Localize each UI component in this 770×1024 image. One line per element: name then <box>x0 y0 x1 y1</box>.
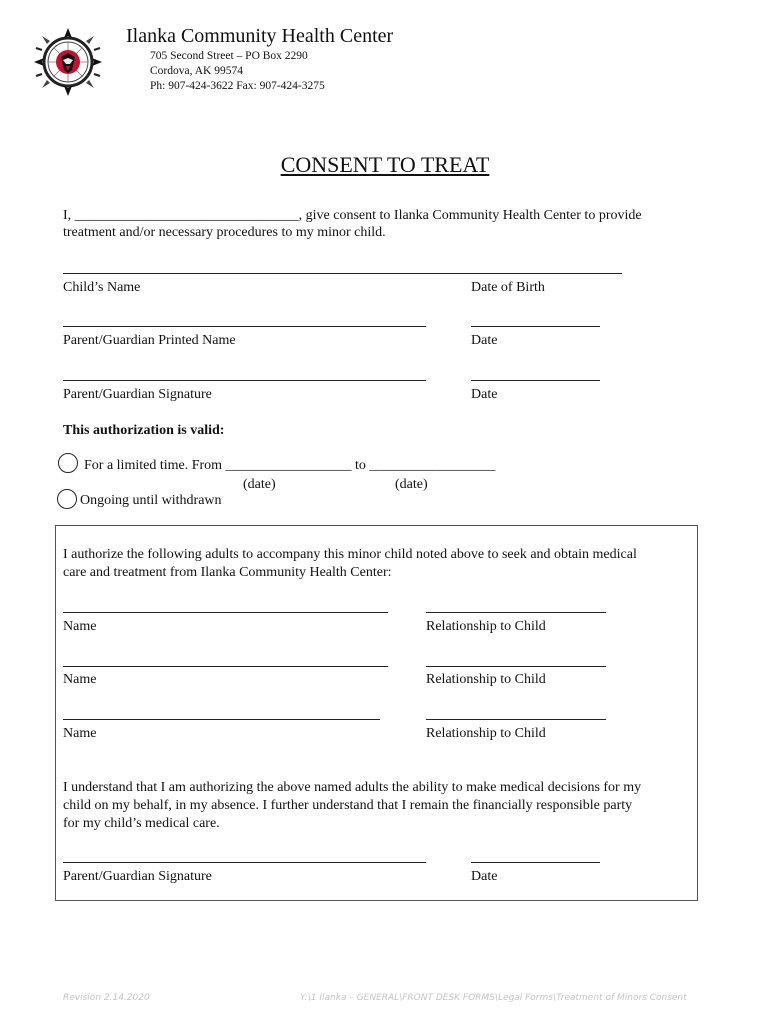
dreamcatcher-raven-logo-icon <box>32 26 104 98</box>
phone-fax: Ph: 907-424-3622 Fax: 907-424-3275 <box>150 80 325 92</box>
adult-name-label: Name <box>63 619 97 634</box>
box-guardian-signature-field[interactable] <box>63 862 426 863</box>
understand-line2: child on my behalf, in my absence. I further understand that I remain the financially responsible party <box>63 798 633 813</box>
adult-relationship-label: Relationship to Child <box>426 672 546 687</box>
date-of-birth-label: Date of Birth <box>471 280 545 295</box>
guardian-signature-date-field[interactable] <box>471 380 600 381</box>
consent-intro-line1: I, ________________________________, give consent to Ilanka Community Health Center to provide <box>63 208 642 223</box>
adult-relationship-label: Relationship to Child <box>426 726 546 741</box>
childs-name-field[interactable] <box>63 273 622 274</box>
limited-time-label: For a limited time. From __________________ to __________________ <box>84 458 496 473</box>
adult-relationship-field[interactable] <box>426 719 606 720</box>
revision-footer: Revision 2.14.2020 <box>63 993 150 1003</box>
box-signature-date-field[interactable] <box>471 862 600 863</box>
consent-intro-line2: treatment and/or necessary procedures to my minor child. <box>63 225 386 240</box>
date-label: Date <box>471 333 498 348</box>
box-guardian-signature-label: Parent/Guardian Signature <box>63 869 212 884</box>
adult-name-label: Name <box>63 672 97 687</box>
childs-name-label: Child’s Name <box>63 280 141 295</box>
ongoing-label: Ongoing until withdrawn <box>80 493 222 508</box>
adult-name-field[interactable] <box>63 719 380 720</box>
date-hint: (date) <box>395 477 428 492</box>
file-path-footer: Y:\1 Ilanka – GENERAL\FRONT DESK FORMS\Legal Forms\Treatment of Minors Consent <box>300 993 687 1003</box>
guardian-printed-date-field[interactable] <box>471 326 600 327</box>
adult-name-label: Name <box>63 726 97 741</box>
ongoing-radio[interactable] <box>57 489 77 509</box>
authorized-adults-box <box>55 525 698 901</box>
adult-relationship-field[interactable] <box>426 612 606 613</box>
guardian-printed-name-field[interactable] <box>63 326 426 327</box>
adult-name-field[interactable] <box>63 666 388 667</box>
address-street: 705 Second Street – PO Box 2290 <box>150 50 308 62</box>
understand-line3: for my child’s medical care. <box>63 816 220 831</box>
form-title: CONSENT TO TREAT <box>280 152 490 177</box>
organization-name: Ilanka Community Health Center <box>126 25 394 47</box>
validity-heading: This authorization is valid: <box>63 423 225 438</box>
guardian-printed-name-label: Parent/Guardian Printed Name <box>63 333 236 348</box>
date-hint: (date) <box>243 477 276 492</box>
authorize-intro-line1: I authorize the following adults to accompany this minor child noted above to seek and obtain medical <box>63 547 637 562</box>
understand-line1: I understand that I am authorizing the above named adults the ability to make medical decisions for my <box>63 780 642 795</box>
guardian-signature-label: Parent/Guardian Signature <box>63 387 212 402</box>
adult-relationship-label: Relationship to Child <box>426 619 546 634</box>
date-label: Date <box>471 387 498 402</box>
authorize-intro-line2: care and treatment from Ilanka Community Health Center: <box>63 565 392 580</box>
adult-relationship-field[interactable] <box>426 666 606 667</box>
adult-name-field[interactable] <box>63 612 388 613</box>
limited-time-radio[interactable] <box>58 453 78 473</box>
box-date-label: Date <box>471 869 498 884</box>
guardian-signature-field[interactable] <box>63 380 426 381</box>
address-city: Cordova, AK 99574 <box>150 65 243 77</box>
